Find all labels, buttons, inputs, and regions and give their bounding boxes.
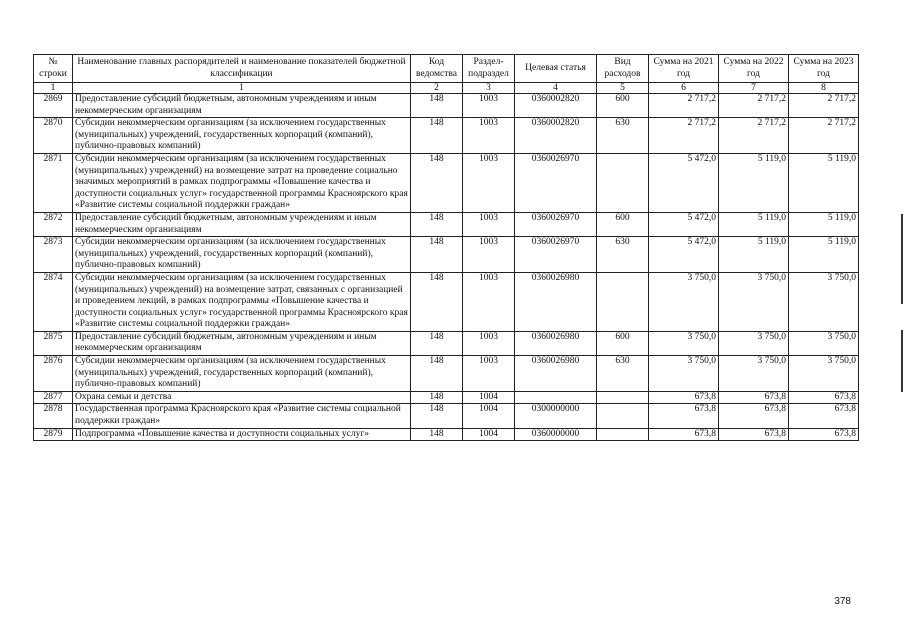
target-article: 0360002820 bbox=[515, 94, 597, 118]
expense-kind bbox=[597, 404, 649, 428]
indicator-name: Субсидии некоммерческим организациям (за исключением государственных (муниципальных) учреждений, государственных корпораций (компаний), публично-правовых компаний) bbox=[73, 356, 411, 392]
column-number: 8 bbox=[789, 83, 859, 94]
sum-2021: 673,8 bbox=[649, 428, 719, 441]
target-article: 0360026970 bbox=[515, 153, 597, 212]
sum-2021: 3 750,0 bbox=[649, 356, 719, 392]
row-number: 2876 bbox=[34, 356, 73, 392]
table-row bbox=[34, 118, 859, 154]
expense-kind bbox=[597, 391, 649, 404]
header-section: Раздел-подраздел bbox=[463, 55, 515, 83]
table-row bbox=[34, 404, 859, 428]
table-row bbox=[34, 356, 859, 392]
expense-kind: 630 bbox=[597, 237, 649, 273]
section-code: 1003 bbox=[463, 118, 515, 154]
dept-code: 148 bbox=[411, 331, 463, 355]
row-number: 2878 bbox=[34, 404, 73, 428]
target-article: 0300000000 bbox=[515, 404, 597, 428]
row-number: 2872 bbox=[34, 212, 73, 236]
header-sum-2021: Сумма на 2021 год bbox=[649, 55, 719, 83]
sum-2022: 673,8 bbox=[719, 428, 789, 441]
table-row bbox=[34, 391, 859, 404]
sum-2023: 673,8 bbox=[789, 391, 859, 404]
sum-2023: 5 119,0 bbox=[789, 237, 859, 273]
sum-2022: 5 119,0 bbox=[719, 237, 789, 273]
sum-2023: 673,8 bbox=[789, 404, 859, 428]
section-code: 1003 bbox=[463, 153, 515, 212]
section-code: 1003 bbox=[463, 237, 515, 273]
sum-2023: 3 750,0 bbox=[789, 272, 859, 331]
indicator-name: Субсидии некоммерческим организациям (за исключением государственных (муниципальных) учреждений, государственных корпораций (компаний), публично-правовых компаний) bbox=[73, 237, 411, 273]
row-number: 2871 bbox=[34, 153, 73, 212]
dept-code: 148 bbox=[411, 212, 463, 236]
target-article: 0360026980 bbox=[515, 356, 597, 392]
row-number: 2877 bbox=[34, 391, 73, 404]
table-row bbox=[34, 237, 859, 273]
dept-code: 148 bbox=[411, 94, 463, 118]
indicator-name: Охрана семьи и детства bbox=[73, 391, 411, 404]
header-row-number: № строки bbox=[34, 55, 73, 83]
sum-2023: 2 717,2 bbox=[789, 94, 859, 118]
sum-2021: 3 750,0 bbox=[649, 331, 719, 355]
sum-2023: 5 119,0 bbox=[789, 153, 859, 212]
sum-2023: 5 119,0 bbox=[789, 212, 859, 236]
sum-2022: 5 119,0 bbox=[719, 212, 789, 236]
header-sum-2023: Сумма на 2023 год bbox=[789, 55, 859, 83]
table-row bbox=[34, 428, 859, 441]
indicator-name: Государственная программа Красноярского края «Развитие системы социальной поддержки граждан» bbox=[73, 404, 411, 428]
column-number: 7 bbox=[719, 83, 789, 94]
column-number: 1 bbox=[34, 83, 73, 94]
sum-2021: 5 472,0 bbox=[649, 237, 719, 273]
dept-code: 148 bbox=[411, 404, 463, 428]
column-number: 2 bbox=[411, 83, 463, 94]
header-name: Наименование главных распорядителей и наименование показателей бюджетной классификации bbox=[73, 55, 411, 83]
column-number: 6 bbox=[649, 83, 719, 94]
dept-code: 148 bbox=[411, 153, 463, 212]
sum-2022: 673,8 bbox=[719, 404, 789, 428]
sum-2021: 673,8 bbox=[649, 391, 719, 404]
sum-2022: 3 750,0 bbox=[719, 272, 789, 331]
scan-edge-mark bbox=[901, 214, 903, 304]
column-number: 1 bbox=[73, 83, 411, 94]
sum-2022: 3 750,0 bbox=[719, 356, 789, 392]
dept-code: 148 bbox=[411, 391, 463, 404]
row-number: 2879 bbox=[34, 428, 73, 441]
sum-2022: 673,8 bbox=[719, 391, 789, 404]
indicator-name: Предоставление субсидий бюджетным, автономным учреждениям и иным некоммерческим организациям bbox=[73, 94, 411, 118]
indicator-name: Субсидии некоммерческим организациям (за исключением государственных (муниципальных) учреждений, государственных корпораций (компаний), публично-правовых компаний) bbox=[73, 118, 411, 154]
section-code: 1003 bbox=[463, 331, 515, 355]
sum-2021: 5 472,0 bbox=[649, 212, 719, 236]
scan-edge-mark bbox=[901, 330, 903, 392]
row-number: 2870 bbox=[34, 118, 73, 154]
table-row bbox=[34, 212, 859, 236]
indicator-name: Предоставление субсидий бюджетным, автономным учреждениям и иным некоммерческим организациям bbox=[73, 331, 411, 355]
sum-2023: 673,8 bbox=[789, 428, 859, 441]
expense-kind: 630 bbox=[597, 118, 649, 154]
section-code: 1003 bbox=[463, 94, 515, 118]
section-code: 1004 bbox=[463, 428, 515, 441]
page-number: 378 bbox=[834, 596, 851, 607]
sum-2021: 673,8 bbox=[649, 404, 719, 428]
expense-kind bbox=[597, 428, 649, 441]
table-row bbox=[34, 153, 859, 212]
column-number: 4 bbox=[515, 83, 597, 94]
section-code: 1003 bbox=[463, 356, 515, 392]
section-code: 1003 bbox=[463, 272, 515, 331]
indicator-name: Подпрограмма «Повышение качества и доступности социальных услуг» bbox=[73, 428, 411, 441]
dept-code: 148 bbox=[411, 428, 463, 441]
target-article: 0360002820 bbox=[515, 118, 597, 154]
table-body bbox=[34, 94, 859, 441]
section-code: 1004 bbox=[463, 391, 515, 404]
header-expense-kind: Вид расходов bbox=[597, 55, 649, 83]
dept-code: 148 bbox=[411, 118, 463, 154]
indicator-name: Предоставление субсидий бюджетным, автономным учреждениям и иным некоммерческим организациям bbox=[73, 212, 411, 236]
expense-kind: 600 bbox=[597, 212, 649, 236]
sum-2023: 3 750,0 bbox=[789, 331, 859, 355]
dept-code: 148 bbox=[411, 272, 463, 331]
section-code: 1003 bbox=[463, 212, 515, 236]
target-article: 0360026980 bbox=[515, 331, 597, 355]
header-dept-code: Код ведомства bbox=[411, 55, 463, 83]
expense-kind: 630 bbox=[597, 356, 649, 392]
indicator-name: Субсидии некоммерческим организациям (за исключением государственных (муниципальных) учреждений) на возмещение затрат на проведение социально значимых мероприятий в рамках подпрограммы «Повышение качества и доступности социальных услуг» государственной программы Красноярского края «Развитие системы социальной поддержки граждан» bbox=[73, 153, 411, 212]
column-number: 3 bbox=[463, 83, 515, 94]
expense-kind bbox=[597, 272, 649, 331]
column-numbers-row bbox=[34, 83, 859, 94]
row-number: 2874 bbox=[34, 272, 73, 331]
row-number: 2873 bbox=[34, 237, 73, 273]
sum-2023: 2 717,2 bbox=[789, 118, 859, 154]
header-target-article: Целевая статья bbox=[515, 55, 597, 83]
expense-kind: 600 bbox=[597, 94, 649, 118]
sum-2022: 3 750,0 bbox=[719, 331, 789, 355]
sum-2021: 2 717,2 bbox=[649, 94, 719, 118]
target-article bbox=[515, 391, 597, 404]
table-header-row bbox=[34, 55, 859, 83]
target-article: 0360026980 bbox=[515, 272, 597, 331]
table-row bbox=[34, 94, 859, 118]
expense-kind: 600 bbox=[597, 331, 649, 355]
sum-2022: 5 119,0 bbox=[719, 153, 789, 212]
column-number: 5 bbox=[597, 83, 649, 94]
row-number: 2875 bbox=[34, 331, 73, 355]
row-number: 2869 bbox=[34, 94, 73, 118]
sum-2021: 5 472,0 bbox=[649, 153, 719, 212]
target-article: 0360026970 bbox=[515, 212, 597, 236]
header-sum-2022: Сумма на 2022 год bbox=[719, 55, 789, 83]
section-code: 1004 bbox=[463, 404, 515, 428]
budget-table bbox=[33, 54, 859, 441]
sum-2023: 3 750,0 bbox=[789, 356, 859, 392]
sum-2022: 2 717,2 bbox=[719, 94, 789, 118]
sum-2021: 3 750,0 bbox=[649, 272, 719, 331]
sum-2021: 2 717,2 bbox=[649, 118, 719, 154]
table-row bbox=[34, 272, 859, 331]
indicator-name: Субсидии некоммерческим организациям (за исключением государственных (муниципальных) учреждений) на возмещение затрат, связанных с организацией и проведением лекций, в рамках подпрограммы «Повышение качества и доступности социальных услуг» государственной программы Красноярского края «Развитие системы социальной поддержки граждан» bbox=[73, 272, 411, 331]
sum-2022: 2 717,2 bbox=[719, 118, 789, 154]
target-article: 0360000000 bbox=[515, 428, 597, 441]
dept-code: 148 bbox=[411, 237, 463, 273]
target-article: 0360026970 bbox=[515, 237, 597, 273]
expense-kind bbox=[597, 153, 649, 212]
table-row bbox=[34, 331, 859, 355]
dept-code: 148 bbox=[411, 356, 463, 392]
